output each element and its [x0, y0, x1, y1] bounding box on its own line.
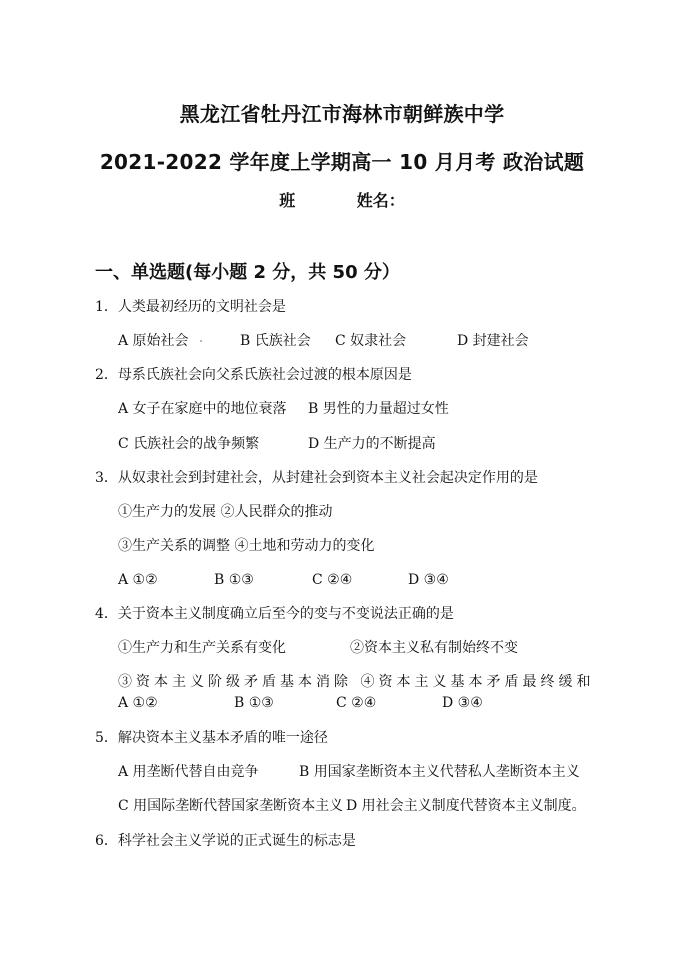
exam-title: 2021-2022 学年度上学期高一 10 月月考 政治试题 [99, 150, 585, 174]
statement-2: ②资本主义私有制始终不变 [350, 640, 518, 656]
scan-speck [200, 340, 202, 342]
statement-1: ①生产力和生产关系有变化 [118, 640, 286, 656]
question-stem: 4．关于资本主义制度确立后至今的变与不变说法正确的是 [95, 606, 454, 622]
section-title: 一、单选题(每小题 2 分，共 50 分） [95, 262, 400, 283]
option-a: A 原始社会 [118, 333, 189, 349]
statement-row: ①生产力的发展 ②人民群众的推动 [118, 504, 333, 520]
option-d: D 生产力的不断提高 [308, 436, 436, 452]
option-b: B ①③ [234, 695, 274, 711]
option-d: D ③④ [408, 572, 449, 588]
name-label: 姓名： [356, 191, 405, 210]
question-stem: 1．人类最初经历的文明社会是 [95, 299, 286, 315]
statement-row [118, 639, 518, 657]
options-row [118, 694, 483, 712]
option-a: A 用垄断代替自由竞争 [118, 764, 259, 780]
option-c: C ②④ [336, 695, 377, 711]
options-row [118, 400, 449, 418]
option-a: A ①② [118, 572, 158, 588]
option-c: C 氏族社会的战争频繁 [118, 436, 260, 452]
question-stem: 2．母系氏族社会向父系氏族社会过渡的根本原因是 [95, 367, 412, 383]
school-title: 黑龙江省牡丹江市海林市朝鲜族中学 [179, 102, 505, 126]
option-d: D 封建社会 [457, 333, 529, 349]
option-c: C ②④ [312, 572, 353, 588]
question-stem: 6．科学社会主义学说的正式诞生的标志是 [95, 833, 356, 849]
option-c: C 用国际垄断代替国家垄断资本主义 [118, 798, 344, 814]
option-b: B ①③ [214, 572, 254, 588]
option-a: A ①② [118, 695, 158, 711]
options-row [118, 571, 449, 589]
options-row [118, 763, 580, 781]
option-b: B 男性的力量超过女性 [308, 401, 449, 417]
student-info-line [0, 188, 684, 211]
option-c: C 奴隶社会 [335, 333, 407, 349]
class-label: 班 [279, 191, 296, 210]
option-b: B 氏族社会 [240, 333, 311, 349]
question-stem: 3．从奴隶社会到封建社会，从封建社会到资本主义社会起决定作用的是 [95, 470, 538, 486]
options-row [118, 332, 529, 350]
statement-row: ③资本主义阶级矛盾基本消除 ④资本主义基本矛盾最终缓和 [118, 674, 595, 690]
option-a: A 女子在家庭中的地位衰落 [118, 401, 287, 417]
statement-row: ③生产关系的调整 ④土地和劳动力的变化 [118, 538, 375, 554]
option-d: D 用社会主义制度代替资本主义制度。 [346, 798, 586, 814]
option-d: D ③④ [442, 695, 483, 711]
question-stem: 5．解决资本主义基本矛盾的唯一途径 [95, 730, 328, 746]
options-row [118, 435, 436, 453]
option-b: B 用国家垄断资本主义代替私人垄断资本主义 [299, 764, 580, 780]
options-row [118, 797, 586, 815]
